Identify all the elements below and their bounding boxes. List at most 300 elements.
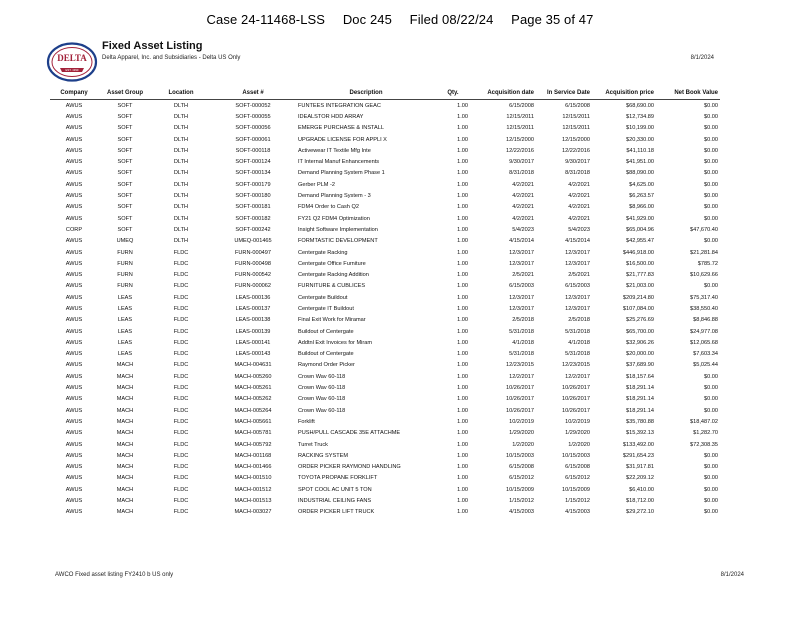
cell-company: AWUS [65,339,83,346]
cell-qty: 1.00 [457,238,468,245]
cell-net-book-value: $0.00 [704,125,718,132]
table-row [50,484,720,495]
cell-asset-number: SOFT-000134 [235,170,271,177]
cell-net-book-value: $0.00 [704,159,718,166]
cell-qty: 1.00 [457,193,468,200]
filed-date: Filed 08/22/24 [409,12,494,27]
cell-asset-group: LEAS [117,294,133,301]
table-row [50,156,720,167]
cell-qty: 1.00 [457,317,468,324]
cell-description: UPGRADE LICENSE FOR APPLI X [298,136,387,143]
cell-asset-group: FURN [117,272,133,279]
column-header-description: Description [296,86,436,100]
cell-asset-group: SOFT [117,215,133,222]
table-row [50,507,720,518]
cell-asset-group: MACH [116,475,134,482]
cell-net-book-value: $0.00 [704,407,718,414]
cell-acquisition-date: 2/5/2021 [512,272,534,279]
cell-asset-number: MACH-004631 [234,362,272,369]
cell-net-book-value: $12,065.68 [690,339,718,346]
table-row [50,292,720,303]
cell-acquisition-price: $29,272.10 [626,509,654,516]
table-row [50,394,720,405]
cell-description: IT Internal Manuf Enhancements [298,159,380,166]
cell-description: Turret Truck [298,441,328,448]
cell-asset-number: MACH-001466 [234,464,272,471]
cell-acquisition-date: 5/31/2018 [509,328,534,335]
table-row [50,462,720,473]
cell-location: FLDC [173,317,189,324]
cell-location: FLDC [173,441,189,448]
cell-company: CORP [65,226,83,233]
cell-acquisition-date: 4/2/2021 [512,204,534,211]
cell-asset-number: SOFT-000061 [235,136,271,143]
cell-location: FLDC [173,362,189,369]
cell-asset-group: MACH [116,430,134,437]
cell-in-service-date: 6/15/2008 [565,464,590,471]
cell-location: DLTH [173,125,189,132]
cell-acquisition-price: $22,209.12 [626,475,654,482]
cell-qty: 1.00 [457,283,468,290]
cell-acquisition-date: 10/26/2017 [506,396,534,403]
cell-location: FLDC [173,305,189,312]
cell-description: Addtnl Exit Invoices for Miram [298,339,372,346]
cell-in-service-date: 6/15/2008 [565,102,590,109]
cell-acquisition-price: $18,712.00 [626,498,654,505]
cell-company: AWUS [65,159,83,166]
cell-asset-number: SOFT-000182 [235,215,271,222]
table-row [50,473,720,484]
cell-company: AWUS [65,181,83,188]
cell-qty: 1.00 [457,396,468,403]
cell-description: Activewear IT Textile Mfg Inte [298,147,371,154]
cell-in-service-date: 5/31/2018 [565,351,590,358]
cell-acquisition-price: $8,966.00 [629,204,654,211]
cell-acquisition-price: $65,700.00 [626,328,654,335]
cell-asset-group: MACH [116,486,134,493]
table-row [50,100,720,112]
cell-acquisition-date: 12/3/2017 [509,260,534,267]
cell-company: AWUS [65,498,83,505]
cell-acquisition-date: 1/15/2012 [509,498,534,505]
cell-asset-group: SOFT [117,125,133,132]
cell-description: Buildout of Centergate [298,328,354,335]
cell-qty: 1.00 [457,475,468,482]
cell-in-service-date: 12/3/2017 [565,249,590,256]
cell-in-service-date: 4/2/2021 [568,215,590,222]
cell-qty: 1.00 [457,441,468,448]
cell-acquisition-date: 10/26/2017 [506,407,534,414]
cell-asset-group: SOFT [117,193,133,200]
table-row [50,236,720,247]
cell-in-service-date: 10/26/2017 [562,407,590,414]
table-row [50,337,720,348]
cell-acquisition-date: 5/31/2018 [509,351,534,358]
column-header-net-book-value: Net Book Value [656,86,720,100]
cell-company: AWUS [65,294,83,301]
cell-acquisition-price: $37,689.90 [626,362,654,369]
cell-acquisition-date: 12/15/2011 [506,113,534,120]
column-header-in-service-date: In Service Date [536,86,592,100]
cell-acquisition-price: $18,291.14 [626,385,654,392]
cell-company: AWUS [65,215,83,222]
cell-company: AWUS [65,430,83,437]
cell-in-service-date: 10/26/2017 [562,385,590,392]
cell-asset-number: LEAS-000136 [235,294,271,301]
cell-acquisition-date: 10/26/2017 [506,385,534,392]
cell-asset-number: MACH-001513 [234,498,272,505]
cell-company: AWUS [65,351,83,358]
cell-acquisition-price: $10,199.00 [626,125,654,132]
cell-net-book-value: $5,025.44 [693,362,718,369]
cell-description: Forklift [298,418,315,425]
cell-company: AWUS [65,328,83,335]
logo-text: DELTA [57,53,87,63]
cell-net-book-value: $785.72 [697,260,718,267]
cell-asset-number: MACH-001512 [234,486,272,493]
cell-location: DLTH [173,147,189,154]
cell-description: Centergate Buildout [298,294,348,301]
cell-net-book-value: $0.00 [704,170,718,177]
cell-in-service-date: 4/2/2021 [568,193,590,200]
cell-asset-group: LEAS [117,339,133,346]
cell-asset-group: MACH [116,441,134,448]
cell-location: FLDC [173,373,189,380]
table-row [50,405,720,416]
cell-acquisition-date: 6/15/2003 [509,283,534,290]
cell-net-book-value: $0.00 [704,385,718,392]
table-row [50,495,720,506]
cell-asset-group: SOFT [117,181,133,188]
cell-acquisition-price: $88,090.00 [626,170,654,177]
page-number: Page 35 of 47 [511,12,594,27]
cell-asset-number: MACH-005264 [234,407,272,414]
cell-asset-group: SOFT [117,147,133,154]
column-header-asset-number: Asset # [210,86,296,100]
cell-description: Demand Planning System Phase 1 [298,170,385,177]
cell-asset-number: SOFT-000124 [235,159,271,166]
cell-in-service-date: 12/3/2017 [565,305,590,312]
cell-in-service-date: 1/29/2020 [565,430,590,437]
cell-qty: 1.00 [457,125,468,132]
cell-acquisition-price: $446,918.00 [622,249,654,256]
cell-asset-group: LEAS [117,328,133,335]
cell-asset-group: LEAS [117,317,133,324]
cell-qty: 1.00 [457,328,468,335]
cell-location: FLDC [173,464,189,471]
cell-description: PUSH/PULL CASCADE 35E ATTACHME [298,430,401,437]
table-row [50,269,720,280]
cell-acquisition-price: $31,917.81 [626,464,654,471]
table-row [50,428,720,439]
cell-acquisition-price: $6,263.57 [629,193,654,200]
cell-location: DLTH [173,193,189,200]
cell-in-service-date: 6/15/2012 [565,475,590,482]
cell-location: FLDC [173,283,189,290]
table-row [50,349,720,360]
cell-qty: 1.00 [457,170,468,177]
cell-net-book-value: $0.00 [704,396,718,403]
cell-acquisition-date: 12/15/2011 [506,125,534,132]
cell-location: FLDC [173,475,189,482]
cell-acquisition-date: 4/2/2021 [512,181,534,188]
cell-description: Centergate Racking [298,249,348,256]
cell-asset-group: MACH [116,373,134,380]
cell-acquisition-price: $18,291.14 [626,396,654,403]
cell-asset-number: SOFT-000052 [235,102,271,109]
cell-net-book-value: $0.00 [704,102,718,109]
cell-asset-group: MACH [116,407,134,414]
cell-acquisition-date: 1/29/2020 [509,430,534,437]
cell-company: AWUS [65,452,83,459]
cell-acquisition-price: $35,780.88 [626,418,654,425]
cell-qty: 1.00 [457,486,468,493]
cell-company: AWUS [65,125,83,132]
cell-acquisition-price: $32,906.26 [626,339,654,346]
cell-company: AWUS [65,317,83,324]
cell-company: AWUS [65,113,83,120]
column-header-asset-group: Asset Group [98,86,152,100]
cell-net-book-value: $7,603.34 [693,351,718,358]
table-row [50,111,720,122]
table-row [50,213,720,224]
cell-asset-number: LEAS-000141 [235,339,271,346]
cell-acquisition-price: $25,276.69 [626,317,654,324]
table-row [50,179,720,190]
case-number: Case 24-11468-LSS [206,12,326,27]
cell-company: AWUS [65,464,83,471]
cell-net-book-value: $0.00 [704,181,718,188]
cell-description: Crown Wav 60-118 [298,373,346,380]
cell-net-book-value: $0.00 [704,215,718,222]
cell-net-book-value: $38,550.40 [690,305,718,312]
cell-net-book-value: $0.00 [704,193,718,200]
cell-location: FLDC [173,260,189,267]
cell-net-book-value: $18,487.02 [690,418,718,425]
cell-company: AWUS [65,475,83,482]
cell-description: RACKING SYSTEM [298,452,349,459]
cell-asset-number: MACH-001510 [234,475,272,482]
cell-acquisition-price: $18,157.64 [626,373,654,380]
doc-number: Doc 245 [342,12,392,27]
cell-description: Crown Wav 60-118 [298,396,346,403]
cell-asset-number: SOFT-000056 [235,125,271,132]
cell-in-service-date: 4/2/2021 [568,204,590,211]
cell-location: DLTH [173,159,189,166]
cell-acquisition-date: 9/30/2017 [509,159,534,166]
cell-location: DLTH [173,215,189,222]
cell-net-book-value: $1,282.70 [693,430,718,437]
table-row [50,382,720,393]
cell-asset-group: FURN [117,249,133,256]
cell-asset-number: MACH-005261 [234,385,272,392]
cell-location: DLTH [173,113,189,120]
cell-net-book-value: $0.00 [704,136,718,143]
cell-acquisition-price: $133,492.00 [622,441,654,448]
report-subtitle: Delta Apparel, Inc. and Subsidiaries - Delta US Only [102,55,241,61]
cell-asset-group: UMEQ [116,238,134,245]
cell-company: AWUS [65,193,83,200]
cell-acquisition-date: 12/2/2017 [509,373,534,380]
cell-location: DLTH [173,102,189,109]
table-row [50,450,720,461]
cell-net-book-value: $0.00 [704,498,718,505]
cell-net-book-value: $47,670.40 [690,226,718,233]
cell-net-book-value: $0.00 [704,475,718,482]
cell-net-book-value: $0.00 [704,486,718,493]
cell-qty: 1.00 [457,136,468,143]
cell-acquisition-price: $41,929.00 [626,215,654,222]
cell-company: AWUS [65,102,83,109]
table-body [50,100,720,518]
cell-description: FUNTEES INTEGRATION GEAC [298,102,381,109]
cell-location: DLTH [173,181,189,188]
cell-description: FURNITURE & CUBLICES [298,283,366,290]
cell-asset-group: FURN [117,283,133,290]
cell-asset-number: MACH-005262 [234,396,272,403]
cell-company: AWUS [65,373,83,380]
column-header-acquisition-date: Acquisition date [470,86,536,100]
cell-company: AWUS [65,136,83,143]
cell-asset-number: SOFT-000179 [235,181,271,188]
cell-asset-number: FURN-000498 [234,260,272,267]
cell-net-book-value: $0.00 [704,464,718,471]
cell-acquisition-date: 6/15/2008 [509,464,534,471]
table-row [50,416,720,427]
cell-qty: 1.00 [457,204,468,211]
cell-location: FLDC [173,452,189,459]
cell-company: AWUS [65,396,83,403]
cell-description: ORDER PICKER LIFT TRUCK [298,509,375,516]
cell-net-book-value: $24,977.08 [690,328,718,335]
cell-asset-group: LEAS [117,305,133,312]
cell-asset-group: MACH [116,464,134,471]
cell-qty: 1.00 [457,226,468,233]
logo-est: EST. 1999 [65,68,79,73]
cell-acquisition-date: 12/3/2017 [509,305,534,312]
cell-location: FLDC [173,385,189,392]
cell-company: AWUS [65,249,83,256]
table-row [50,315,720,326]
table-row [50,145,720,156]
cell-company: AWUS [65,441,83,448]
cell-qty: 1.00 [457,373,468,380]
cell-qty: 1.00 [457,147,468,154]
cell-net-book-value: $21,281.84 [690,249,718,256]
cell-acquisition-price: $21,003.00 [626,283,654,290]
fixed-asset-table [50,86,720,518]
cell-qty: 1.00 [457,351,468,358]
cell-asset-group: MACH [116,362,134,369]
footer-file-label: AWCO Fixed asset listing FY2410 b US only [55,572,174,578]
cell-asset-number: SOFT-000181 [235,204,271,211]
cell-acquisition-date: 2/5/2018 [512,317,534,324]
footer-date: 8/1/2024 [720,572,744,578]
cell-acquisition-price: $6,410.00 [629,486,654,493]
cell-asset-number: SOFT-000180 [235,193,271,200]
cell-net-book-value: $0.00 [704,452,718,459]
cell-asset-group: MACH [116,498,134,505]
cell-asset-group: SOFT [117,102,133,109]
cell-acquisition-price: $42,955.47 [626,238,654,245]
cell-qty: 1.00 [457,452,468,459]
cell-acquisition-price: $12,734.89 [626,113,654,120]
cell-location: FLDC [173,294,189,301]
table-row [50,371,720,382]
cell-asset-group: MACH [116,385,134,392]
cell-location: DLTH [173,170,189,177]
cell-location: FLDC [173,328,189,335]
table-header-row [50,86,720,100]
cell-acquisition-date: 1/2/2020 [512,441,534,448]
cell-net-book-value: $72,308.35 [690,441,718,448]
cell-description: FDM4 Order to Cash Q2 [298,204,359,211]
cell-in-service-date: 2/5/2018 [568,317,590,324]
cell-acquisition-date: 4/2/2021 [512,215,534,222]
cell-asset-group: FURN [117,260,133,267]
cell-asset-group: SOFT [117,113,133,120]
cell-asset-group: SOFT [117,204,133,211]
cell-location: FLDC [173,430,189,437]
cell-acquisition-date: 4/2/2021 [512,193,534,200]
cell-acquisition-price: $209,214.80 [622,294,654,301]
cell-asset-number: MACH-005781 [234,430,272,437]
cell-asset-number: FURN-000062 [234,283,272,290]
cell-in-service-date: 4/2/2021 [568,181,590,188]
cell-acquisition-date: 4/15/2003 [509,509,534,516]
cell-acquisition-date: 12/15/2000 [506,136,534,143]
cell-acquisition-date: 12/22/2016 [506,147,534,154]
cell-asset-number: LEAS-000137 [235,305,271,312]
cell-location: FLDC [173,272,189,279]
table-row [50,439,720,450]
cell-asset-number: LEAS-000138 [235,317,271,324]
cell-in-service-date: 5/31/2018 [565,328,590,335]
cell-in-service-date: 6/15/2003 [565,283,590,290]
cell-qty: 1.00 [457,509,468,516]
cell-qty: 1.00 [457,294,468,301]
cell-asset-group: MACH [116,418,134,425]
cell-location: FLDC [173,486,189,493]
cell-asset-group: SOFT [117,170,133,177]
cell-description: Raymond Order Picker [298,362,355,369]
cell-description: Insight Software Implementation [298,226,378,233]
table-row [50,190,720,201]
cell-location: DLTH [173,204,189,211]
cell-asset-number: MACH-005792 [234,441,272,448]
cell-company: AWUS [65,407,83,414]
cell-qty: 1.00 [457,305,468,312]
cell-company: AWUS [65,283,83,290]
cell-description: Final Exit Work for Miramar [298,317,366,324]
cell-asset-number: UMEQ-001465 [234,238,272,245]
cell-acquisition-date: 10/15/2003 [506,452,534,459]
cell-in-service-date: 5/4/2023 [568,226,590,233]
cell-company: AWUS [65,238,83,245]
table-row [50,134,720,145]
table-row [50,168,720,179]
cell-acquisition-price: $20,330.00 [626,136,654,143]
cell-company: AWUS [65,509,83,516]
cell-qty: 1.00 [457,464,468,471]
cell-in-service-date: 12/15/2011 [562,125,590,132]
cell-description: EMERGE PURCHASE & INSTALL [298,125,384,132]
cell-in-service-date: 12/22/2016 [562,147,590,154]
cell-company: AWUS [65,486,83,493]
cell-description: TOYOTA PROPANE FORKLIFT [298,475,378,482]
cell-net-book-value: $0.00 [704,204,718,211]
cell-asset-group: MACH [116,452,134,459]
